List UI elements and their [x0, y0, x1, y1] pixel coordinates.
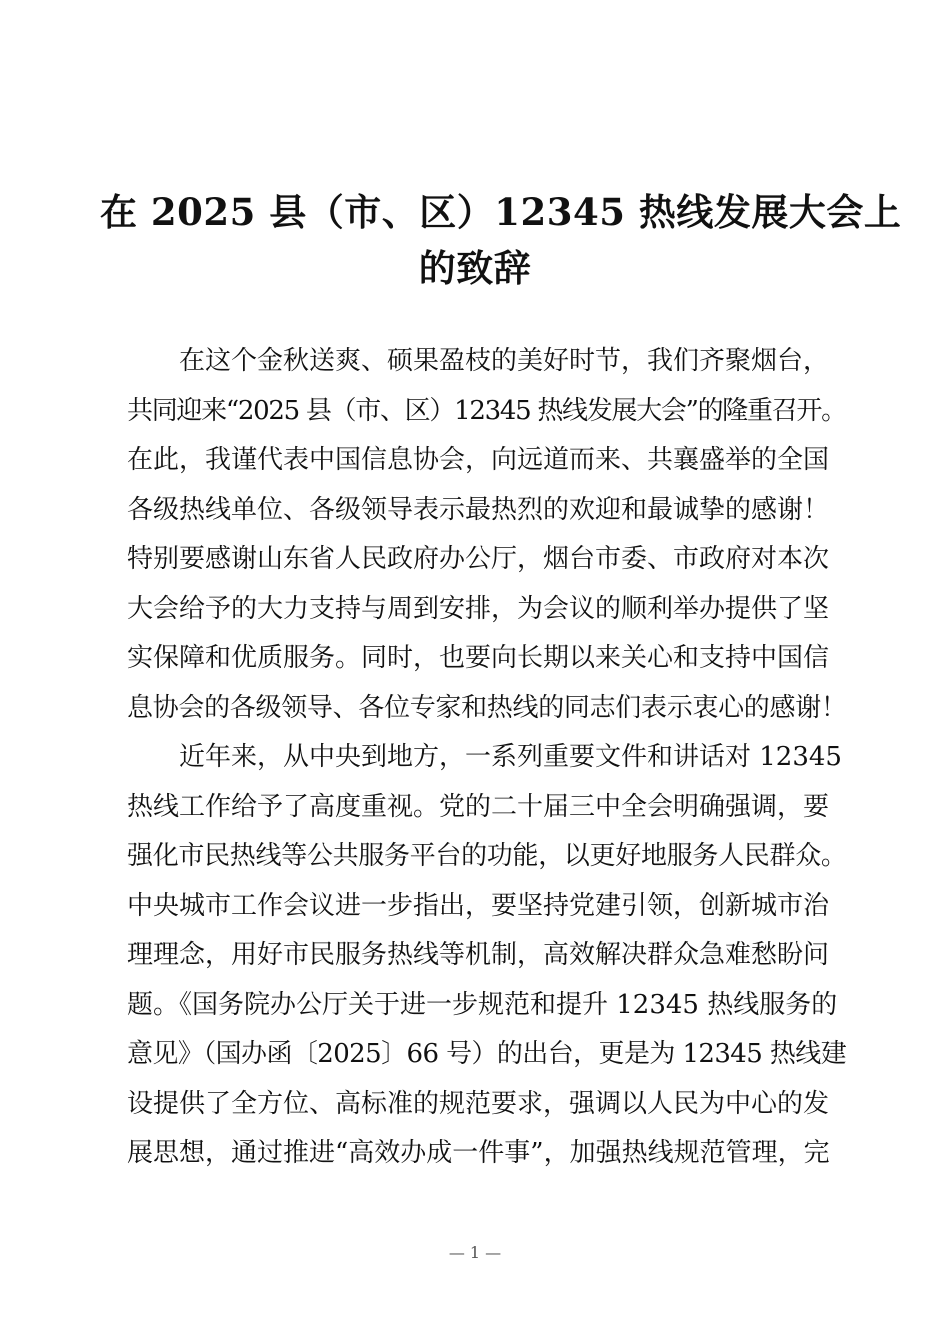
text-line: 在此，我谨代表中国信息协会，向远道而来、共襄盛举的全国 — [127, 445, 830, 475]
text-line: 理理念，用好市民服务热线等机制，高效解决群众急难愁盼问 — [127, 940, 830, 970]
text-line: 强化市民热线等公共服务平台的功能，以更好地服务人民群众。 — [127, 841, 847, 871]
text-line: 题。《国务院办公厅关于进一步规范和提升 12345 热线服务的 — [127, 989, 838, 1020]
document-title — [100, 184, 902, 296]
text-line: 息协会的各级领导、各位专家和热线的同志们表示衷心的感谢！ — [127, 692, 847, 723]
text-line: 近年来，从中央到地方，一系列重要文件和讲话对 12345 — [179, 742, 842, 772]
text-line: 热线工作给予了高度重视。党的二十届三中全会明确强调，要 — [127, 791, 830, 822]
body-text — [127, 337, 847, 1179]
text-line: 共同迎来“2025 县（市、区）12345 热线发展大会”的隆重召开。 — [127, 395, 846, 426]
text-line: 大会给予的大力支持与周到安排，为会议的顺利举办提供了坚 — [127, 593, 830, 624]
text-line: 中央城市工作会议进一步指出，要坚持党建引领，创新城市治 — [127, 890, 830, 921]
title-line-2: 的致辞 — [418, 246, 532, 290]
text-line: 意见》（国办函〔2025〕66 号）的出台，更是为 12345 热线建 — [127, 1039, 847, 1069]
text-line: 在这个金秋送爽、硕果盈枝的美好时节，我们齐聚烟台， — [179, 346, 830, 376]
text-line: 各级热线单位、各级领导表示最热烈的欢迎和最诚挚的感谢！ — [127, 494, 830, 525]
text-line: 展思想，通过推进“高效办成一件事”，加强热线规范管理，完 — [127, 1138, 830, 1168]
title-line-1: 在 2025 县（市、区）12345 热线发展大会上 — [100, 190, 902, 234]
page-number: — 1 — — [448, 1243, 502, 1262]
text-line: 设提供了全方位、高标准的规范要求，强调以人民为中心的发 — [127, 1088, 830, 1119]
text-line: 特别要感谢山东省人民政府办公厅，烟台市委、市政府对本次 — [127, 544, 830, 574]
text-line: 实保障和优质服务。同时，也要向长期以来关心和支持中国信 — [127, 643, 830, 673]
